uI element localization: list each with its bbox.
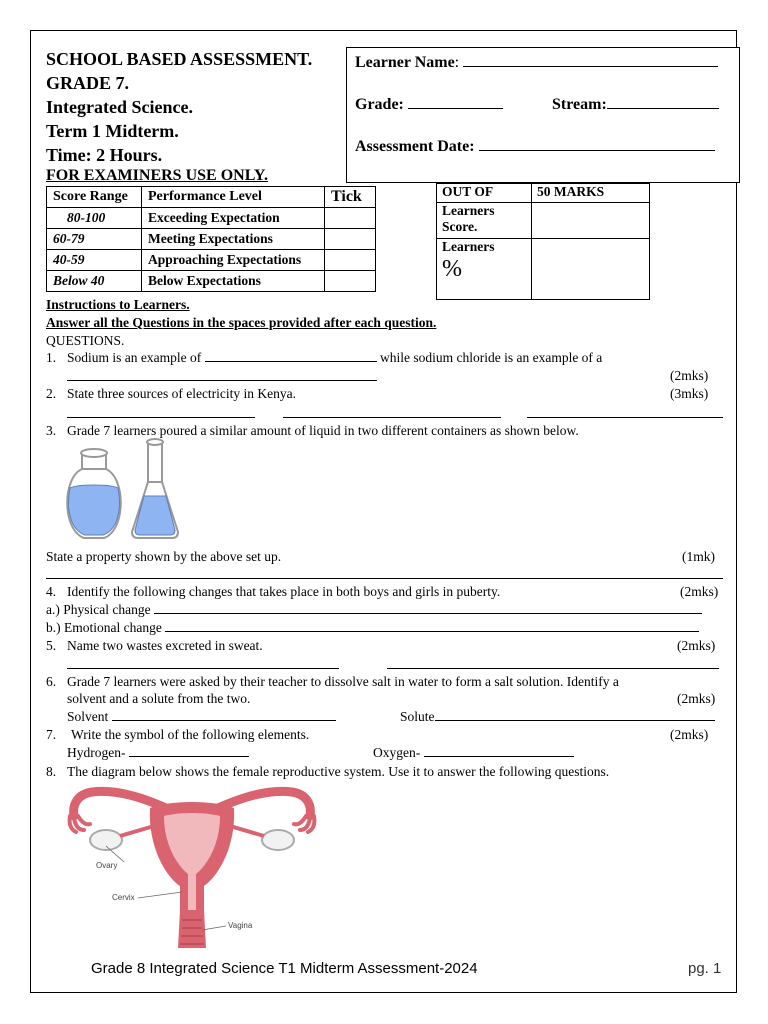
conical-flask [132, 439, 178, 538]
learners-percent-line1: Learners [442, 239, 495, 254]
q2-marks: (3mks) [670, 386, 709, 401]
q7-hydrogen-label: Hydrogen- [67, 745, 126, 760]
table-row [47, 271, 376, 292]
grade-row [355, 96, 503, 114]
question-6-line2: solvent and a solute from the two. [67, 691, 251, 706]
percent-symbol: % [442, 256, 462, 282]
q2-answer-1[interactable] [67, 405, 255, 418]
q3-answer[interactable] [46, 566, 723, 579]
q4-emotional-answer[interactable] [165, 619, 699, 632]
question-3: Grade 7 learners poured a similar amount of liquid in two different containers as shown below. [67, 423, 579, 438]
q5-answer-2[interactable] [387, 656, 719, 669]
question-2: State three sources of electricity in Kenya. [67, 386, 297, 401]
q7-marks: (2mks) [670, 727, 709, 742]
q7-hydrogen-answer[interactable] [129, 744, 249, 757]
vagina-label: Vagina [228, 921, 253, 930]
q4-marks: (2mks) [680, 584, 719, 599]
round-flask [67, 449, 121, 538]
q4-physical-answer[interactable] [154, 601, 702, 614]
instructions-title: Instructions to Learners. [46, 297, 190, 312]
q3-property-question: State a property shown by the above set up. [46, 549, 282, 564]
q2-answer-2[interactable] [283, 405, 501, 418]
table-row [437, 184, 650, 203]
header-grade: GRADE 7. [46, 73, 130, 93]
header-term: Term 1 Midterm. [46, 121, 179, 141]
learners-percent-cell[interactable] [532, 239, 650, 300]
level-cell: Exceeding Expectation [142, 208, 325, 229]
question-5: Name two wastes excreted in sweat. [67, 638, 263, 653]
range-cell: 60-79 [47, 229, 142, 250]
q8-number: 8. [46, 764, 57, 779]
page-number: pg. 1 [688, 960, 722, 977]
stream-field[interactable] [607, 96, 719, 109]
table-row [47, 250, 376, 271]
learner-name-row: Learner Name: [355, 54, 718, 72]
grade-field[interactable] [408, 96, 503, 109]
learners-score-cell[interactable] [532, 203, 650, 239]
cervix-pointer [138, 892, 182, 898]
range-cell: Below 40 [47, 271, 142, 292]
q4-physical-label: a.) Physical change [46, 602, 151, 617]
learners-percent-label [437, 239, 532, 300]
level-cell: Approaching Expectations [142, 250, 325, 271]
date-label: Assessment Date: [355, 138, 475, 155]
vagina-pointer [202, 926, 226, 930]
q1-marks: (2mks) [670, 368, 709, 383]
q6-solvent-answer[interactable] [112, 708, 336, 721]
q4-emotional-row [46, 619, 699, 636]
q4-number: 4. [46, 584, 57, 599]
question-6-line1: Grade 7 learners were asked by their teacher to dissolve salt in water to form a salt solution. Identify a [67, 674, 619, 689]
q5-marks: (2mks) [677, 638, 716, 653]
col-performance-level: Performance Level [142, 187, 325, 208]
range-cell: 80-100 [47, 208, 142, 229]
date-field[interactable] [479, 138, 715, 151]
q6-solute-label: Solute [400, 709, 435, 724]
q6-solvent-row [67, 708, 336, 725]
q6-solute-row [400, 708, 715, 725]
questions-label: QUESTIONS. [46, 333, 125, 348]
instructions-text: Answer all the Questions in the spaces provided after each question. [46, 315, 437, 330]
learner-name-label: Learner Name [355, 54, 455, 71]
header-title: SCHOOL BASED ASSESSMENT. [46, 49, 313, 69]
q6-solvent-label: Solvent [67, 709, 109, 724]
q6-solute-answer[interactable] [435, 708, 715, 721]
marks-label: 50 MARKS [532, 184, 650, 203]
examiners-label: FOR EXAMINERS USE ONLY. [46, 167, 268, 184]
q4-emotional-label: b.) Emotional change [46, 620, 162, 635]
question-1 [67, 349, 602, 366]
q5-number: 5. [46, 638, 57, 653]
cervix-label: Cervix [112, 893, 135, 902]
level-cell: Meeting Expectations [142, 229, 325, 250]
table-row [47, 187, 376, 208]
q7-number: 7. [46, 727, 57, 742]
q7-oxygen-row [373, 744, 574, 761]
table-row [47, 229, 376, 250]
q3-marks: (1mk) [682, 549, 715, 564]
q7-oxygen-answer[interactable] [424, 744, 574, 757]
level-cell: Below Expectations [142, 271, 325, 292]
q1-blank-1[interactable] [205, 349, 377, 362]
q6-marks: (2mks) [677, 691, 716, 706]
date-row [355, 138, 715, 156]
header-subject: Integrated Science. [46, 97, 193, 117]
q7-oxygen-label: Oxygen- [373, 745, 421, 760]
q1-number: 1. [46, 350, 57, 365]
stream-row [552, 96, 719, 114]
table-row [47, 208, 376, 229]
grade-label: Grade: [355, 96, 404, 113]
q2-answer-3[interactable] [527, 405, 723, 418]
learners-score-line1: Learners [442, 203, 495, 218]
tick-cell[interactable] [325, 208, 376, 229]
tick-cell[interactable] [325, 271, 376, 292]
table-row [437, 239, 650, 300]
ovary-label: Ovary [96, 861, 118, 870]
range-cell: 40-59 [47, 250, 142, 271]
learner-name-field[interactable] [463, 54, 718, 67]
learners-score-line2: Score. [442, 219, 478, 234]
footer-title: Grade 8 Integrated Science T1 Midterm Assessment-2024 [91, 960, 478, 977]
q1-text-b: while sodium chloride is an example of a [379, 350, 603, 365]
q3-number: 3. [46, 423, 57, 438]
question-8: The diagram below shows the female reproductive system. Use it to answer the following questions. [67, 764, 610, 779]
question-4: Identify the following changes that takes place in both boys and girls in puberty. [67, 584, 501, 599]
q2-number: 2. [46, 386, 57, 401]
reproductive-system-diagram [64, 780, 320, 950]
score-table [436, 183, 650, 300]
q5-answer-1[interactable] [67, 656, 339, 669]
learners-score-label [437, 203, 532, 239]
q1-blank-2[interactable] [67, 368, 377, 381]
tick-cell[interactable] [325, 250, 376, 271]
q6-number: 6. [46, 674, 57, 689]
performance-table [46, 186, 376, 292]
col-score-range: Score Range [47, 187, 142, 208]
stream-label: Stream: [552, 96, 607, 113]
q4-physical-row [46, 601, 702, 618]
question-7: Write the symbol of the following elements. [71, 727, 310, 742]
q1-text-a: Sodium is an example of [67, 350, 202, 365]
col-tick: Tick [325, 187, 376, 208]
table-row [437, 203, 650, 239]
q7-hydrogen-row [67, 744, 249, 761]
containers-illustration [60, 438, 200, 542]
out-of-label: OUT OF [437, 184, 532, 203]
header-time: Time: 2 Hours. [46, 145, 163, 165]
tick-cell[interactable] [325, 229, 376, 250]
